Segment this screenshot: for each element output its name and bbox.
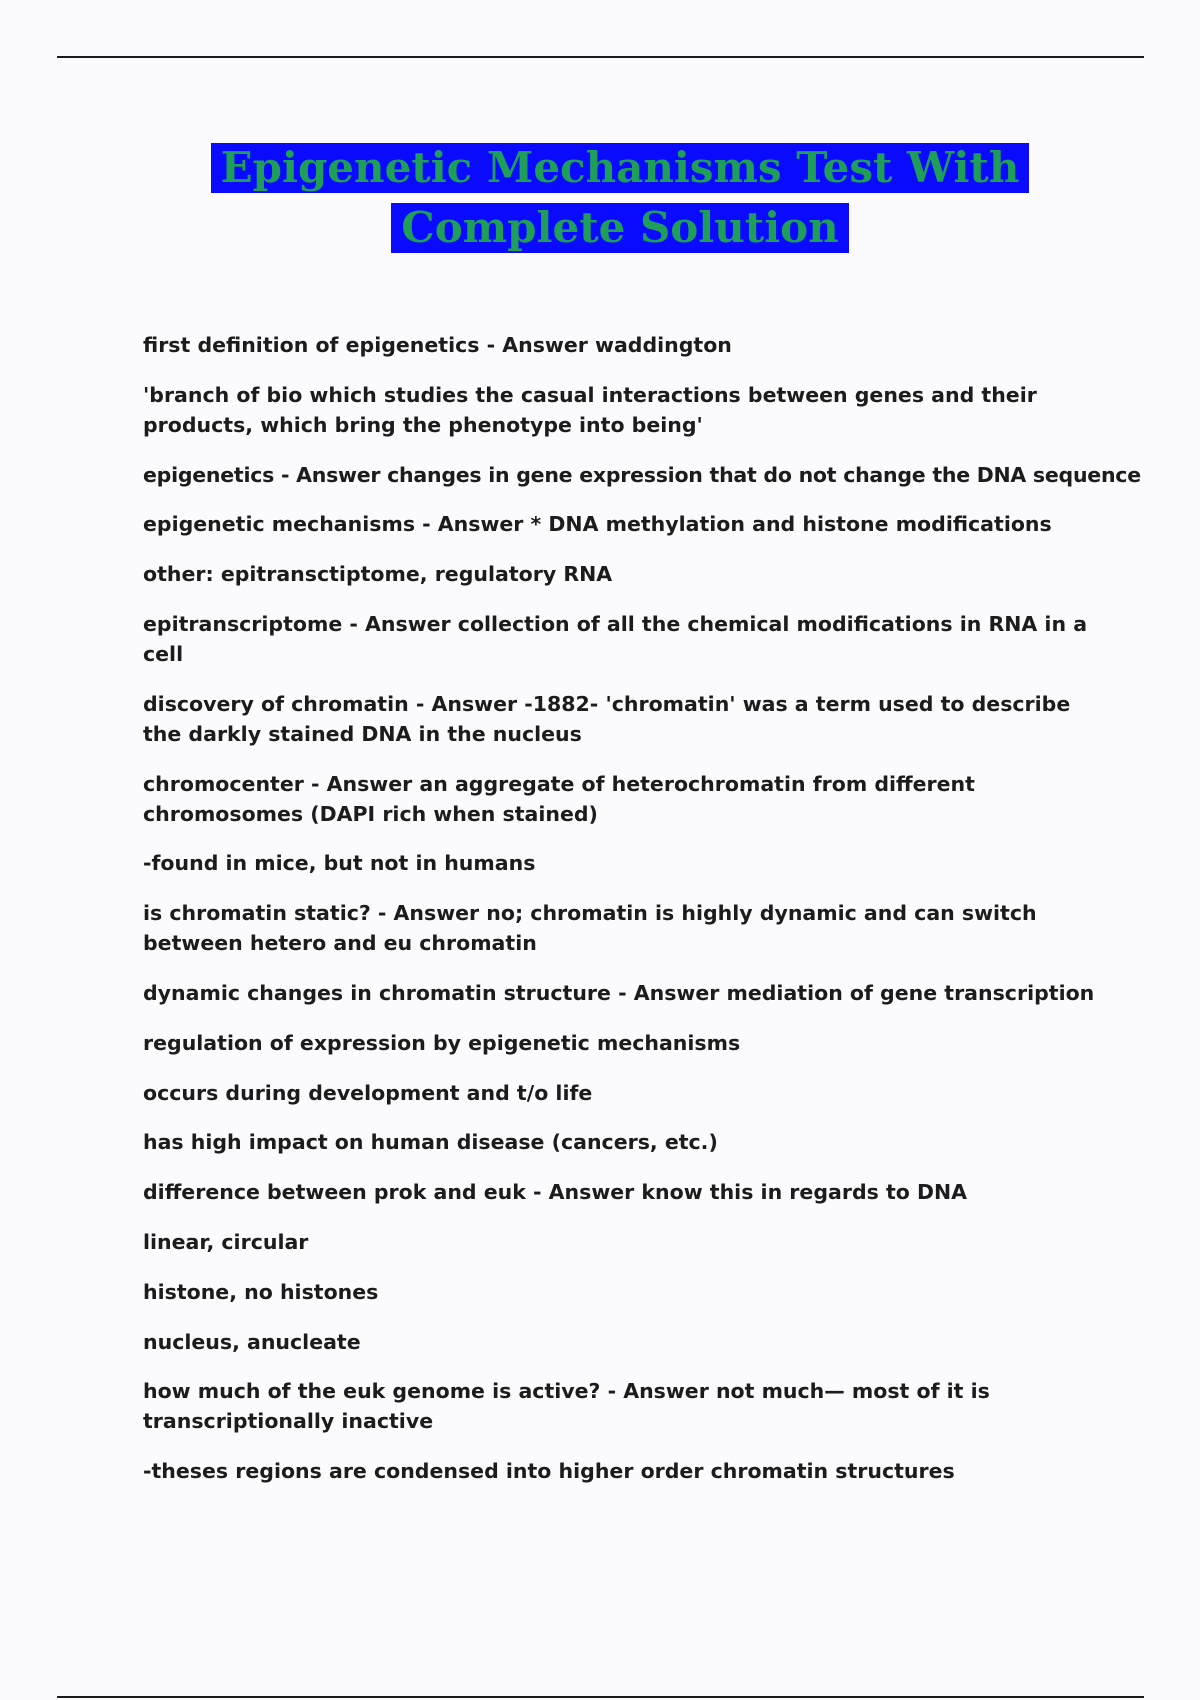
footer-rule <box>57 1696 1144 1698</box>
title-line-1: Epigenetic Mechanisms Test With <box>211 143 1030 193</box>
qa-entry: -theses regions are condensed into higher order chromatin structures <box>143 1459 955 1484</box>
qa-entry: occurs during development and t/o life <box>143 1080 593 1105</box>
qa-entry: epitranscriptome - Answer collection of all the chemical modifications in RNA in a cell <box>143 611 1088 666</box>
header-rule <box>57 56 1144 58</box>
qa-entry: linear, circular <box>143 1229 309 1254</box>
qa-entry: chromocenter - Answer an aggregate of heterochromatin from different chromosomes (DAPI rich when stained) <box>143 771 975 826</box>
qa-entry: epigenetic mechanisms - Answer * DNA methylation and histone modifications <box>143 512 1052 537</box>
qa-entry: is chromatin static? - Answer no; chromatin is highly dynamic and can switch between hetero and eu chromatin <box>143 901 1037 956</box>
qa-entry: epigenetics - Answer changes in gene expression that do not change the DNA sequence <box>143 462 1141 487</box>
document-title <box>0 143 1200 253</box>
qa-entry: discovery of chromatin - Answer -1882- 'chromatin' was a term used to describe the darkly stained DNA in the nucleus <box>143 691 1071 746</box>
qa-entry: other: epitransctiptome, regulatory RNA <box>143 562 613 587</box>
qa-entry: 'branch of bio which studies the casual interactions between genes and their products, which bring the phenotype into being' <box>143 382 1037 437</box>
qa-entry: histone, no histones <box>143 1279 379 1304</box>
qa-entry: has high impact on human disease (cancers, etc.) <box>143 1130 718 1155</box>
qa-entry: regulation of expression by epigenetic mechanisms <box>143 1030 741 1055</box>
qa-entry: dynamic changes in chromatin structure - Answer mediation of gene transcription <box>143 980 1095 1005</box>
title-line-2: Complete Solution <box>391 203 848 253</box>
qa-entry: first definition of epigenetics - Answer waddington <box>143 333 732 357</box>
qa-entry: nucleus, anucleate <box>143 1329 361 1354</box>
qa-list <box>143 330 1141 1506</box>
qa-entry: difference between prok and euk - Answer know this in regards to DNA <box>143 1180 968 1205</box>
qa-entry: how much of the euk genome is active? - Answer not much— most of it is transcriptionally inactive <box>143 1379 990 1434</box>
qa-entry: -found in mice, but not in humans <box>143 851 536 876</box>
